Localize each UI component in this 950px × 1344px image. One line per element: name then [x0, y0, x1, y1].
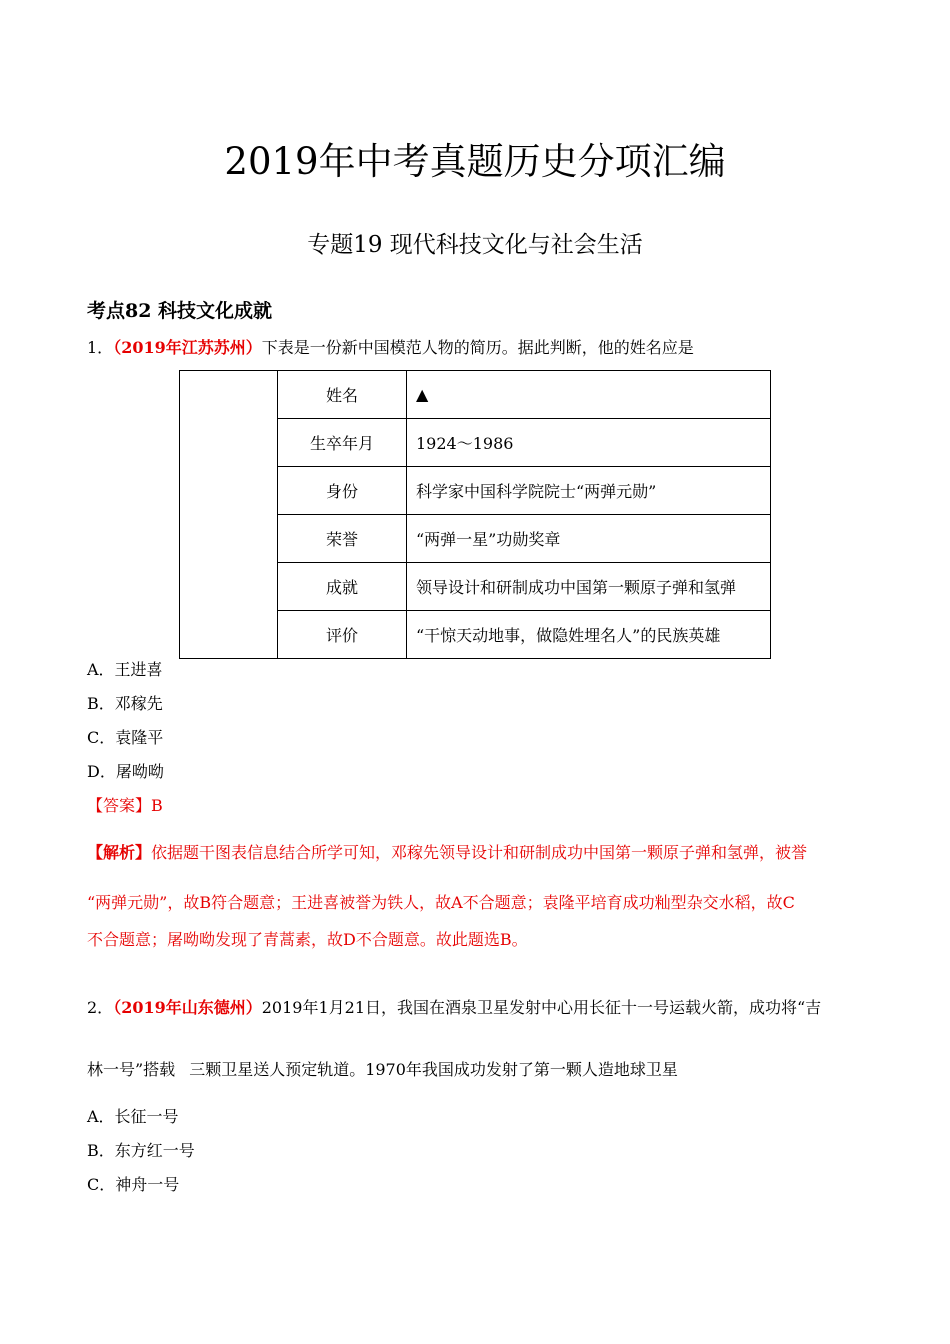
- resume-table: [179, 370, 771, 659]
- section-heading: 考点82 科技文化成就: [87, 300, 273, 322]
- table-key-cell: 身份: [278, 467, 407, 515]
- question-2-stem-continued: [87, 1059, 678, 1081]
- option-a: A．王进喜: [87, 660, 163, 679]
- table-value-cell: “两弹一星”功勋奖章: [407, 515, 771, 563]
- question-number: 1．: [87, 338, 114, 357]
- option-c: C．袁隆平: [87, 728, 164, 747]
- table-value-cell: 1924～1986: [407, 419, 771, 467]
- question-2-stem: [87, 997, 821, 1019]
- table-key-cell: 荣誉: [278, 515, 407, 563]
- question-source: （2019年山东德州）: [113, 998, 262, 1017]
- analysis-line: [87, 842, 807, 864]
- question-number: 2．: [87, 998, 114, 1017]
- question-1-stem: [87, 337, 694, 359]
- table-value-cell: “干惊天动地事，做隐姓埋名人”的民族英雄: [407, 611, 771, 659]
- analysis-line: “两弹元勋”，故B符合题意；王进喜被誉为铁人，故A不合题意；袁隆平培育成功籼型杂交水稻，故C: [87, 893, 795, 912]
- table-key-cell: 生卒年月: [278, 419, 407, 467]
- question-text: 三颗卫星送人预定轨道。1970年我国成功发射了第一颗人造地球卫星: [189, 1060, 678, 1079]
- question-source: （2019年江苏苏州）: [113, 338, 262, 357]
- table-key-cell: 姓名: [278, 371, 407, 419]
- topic-subtitle: 专题19 现代科技文化与社会生活: [307, 232, 643, 258]
- table-key-cell: 成就: [278, 563, 407, 611]
- answer: 【答案】B: [87, 796, 163, 815]
- table-value-cell: 领导设计和研制成功中国第一颗原子弹和氢弹: [407, 563, 771, 611]
- analysis-text: 依据题干图表信息结合所学可知，邓稼先领导设计和研制成功中国第一颗原子弹和氢弹，被誉: [151, 843, 808, 862]
- table-blank-cell: [180, 371, 278, 659]
- table-value-cell: 科学家中国科学院院士“两弹元勋”: [407, 467, 771, 515]
- question-text: 下表是一份新中国模范人物的简历。据此判断，他的姓名应是: [261, 338, 694, 357]
- option-b: B．邓稼先: [87, 694, 163, 713]
- option-c: C．神舟一号: [87, 1175, 180, 1194]
- analysis-line: 不合题意；屠呦呦发现了青蒿素，故D不合题意。故此题选B。: [87, 930, 528, 949]
- table-value-cell: ▲: [407, 371, 771, 419]
- analysis-label: 【解析】: [87, 843, 152, 862]
- option-d: D．屠呦呦: [87, 762, 164, 781]
- table-row: [180, 371, 771, 419]
- option-b: B．东方红一号: [87, 1141, 195, 1160]
- option-a: A．长征一号: [87, 1107, 179, 1126]
- table-key-cell: 评价: [278, 611, 407, 659]
- question-text: 林一号”搭载: [87, 1060, 176, 1079]
- question-text: 2019年1月21日，我国在酒泉卫星发射中心用长征十一号运载火箭，成功将“吉: [261, 998, 822, 1017]
- document-title: 2019年中考真题历史分项汇编: [224, 140, 726, 183]
